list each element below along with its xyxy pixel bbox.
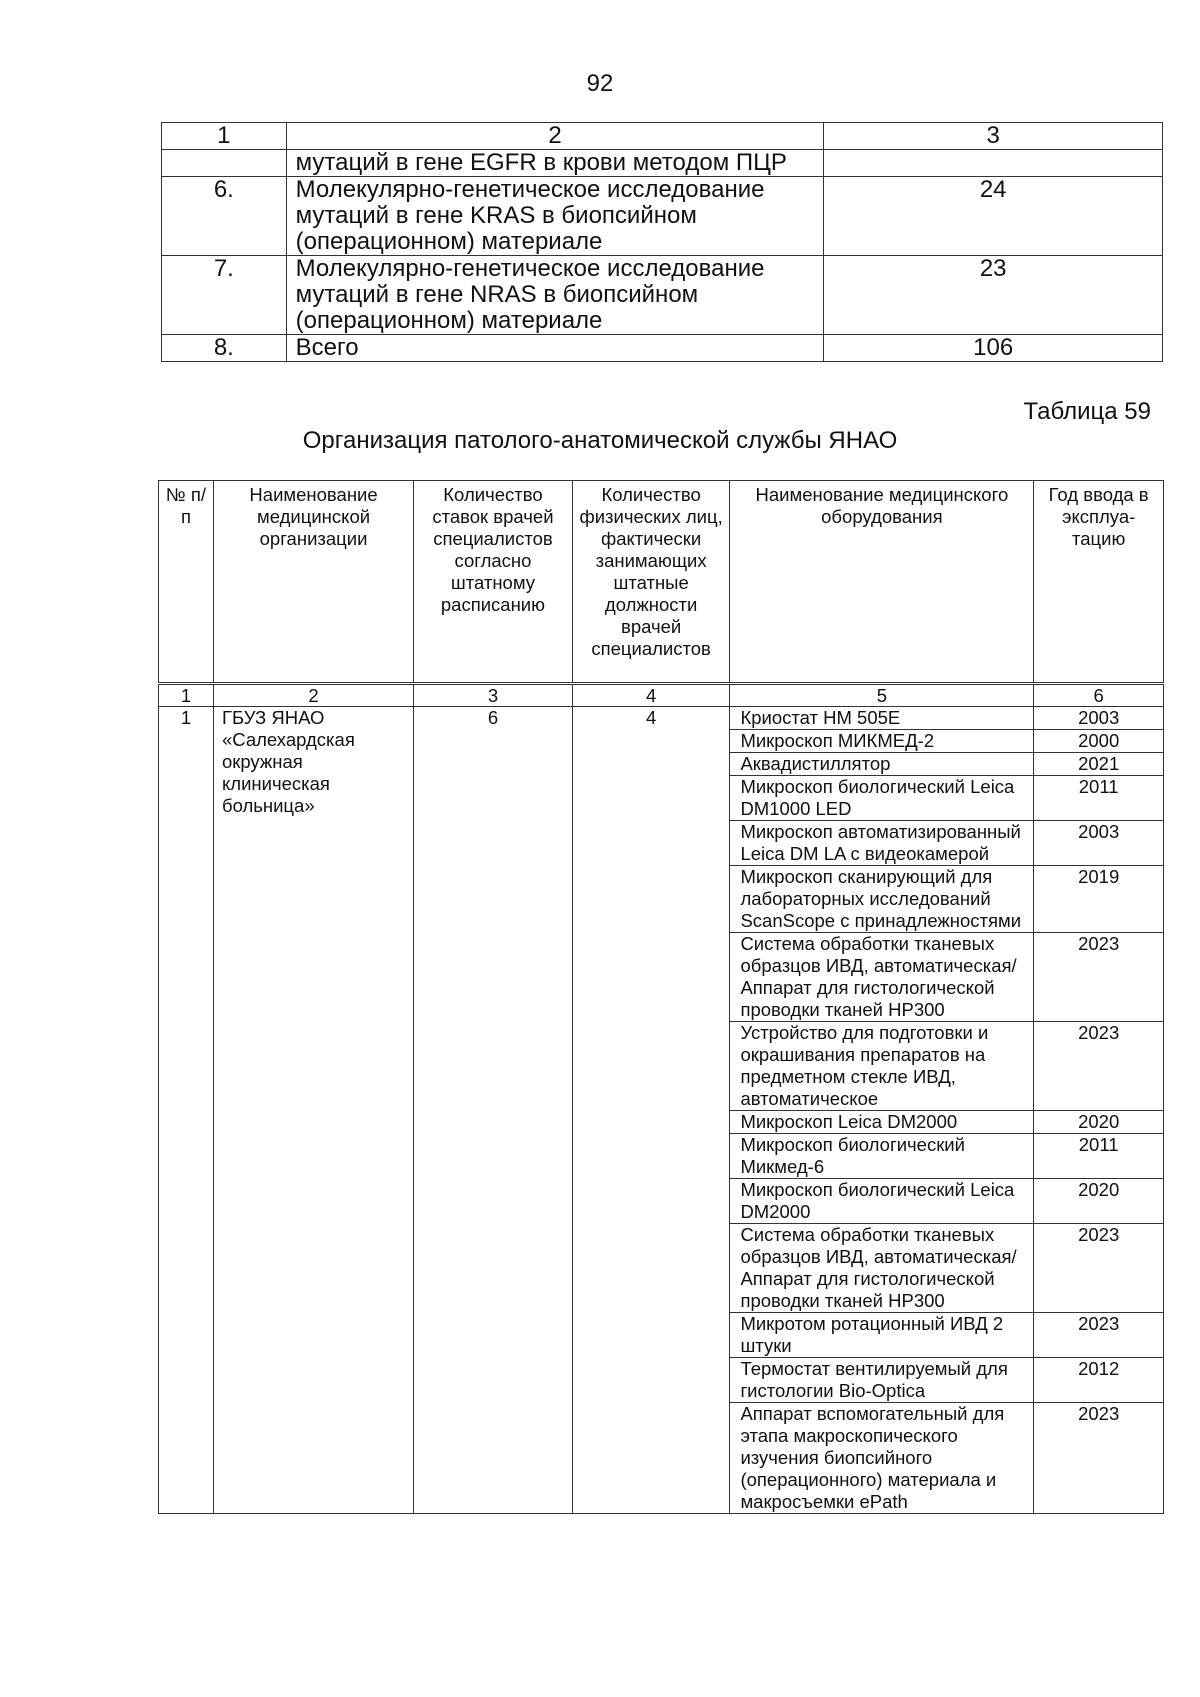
row-value <box>824 150 1163 177</box>
equipment-year: 2023 <box>1034 1022 1164 1111</box>
column-number: 2 <box>213 684 413 707</box>
equipment-year: 2003 <box>1034 821 1164 866</box>
equipment-name: Криостат НМ 505Е <box>730 707 1034 730</box>
equipment-year: 2021 <box>1034 753 1164 776</box>
equipment-year: 2023 <box>1034 1403 1164 1514</box>
equipment-name: Система обработки тканевых образцов ИВД, автоматическая/Аппарат для гистологической проводки тканей HP300 <box>730 933 1034 1022</box>
table-header-row <box>162 123 1163 150</box>
header-cell: 3 <box>824 123 1163 150</box>
row-value: 23 <box>824 256 1163 335</box>
table-label: Таблица 59 <box>1023 398 1151 425</box>
equipment-name: Микроскоп МИКМЕД-2 <box>730 730 1034 753</box>
equipment-year: 2012 <box>1034 1358 1164 1403</box>
table-row <box>162 150 1163 177</box>
equipment-year: 2023 <box>1034 933 1164 1022</box>
row-number: 8. <box>162 335 287 362</box>
table-row <box>159 707 1164 730</box>
equipment-name: Микроскоп Leica DM2000 <box>730 1111 1034 1134</box>
header-cell: 1 <box>162 123 287 150</box>
equipment-name: Аквадистиллятор <box>730 753 1034 776</box>
row-text: Молекулярно-генетическое исследование мутаций в гене NRAS в биопсийном (операционном) материале <box>286 256 824 335</box>
equipment-name: Микроскоп биологический Leica DM1000 LED <box>730 776 1034 821</box>
page-number: 92 <box>586 70 614 97</box>
equipment-name: Аппарат вспомогательный для этапа макроскопического изучения биопсийного (операционного) материала и макросъемки ePath <box>730 1403 1034 1514</box>
table-row-total <box>162 335 1163 362</box>
row-text: Всего <box>286 335 824 362</box>
equipment-year: 2011 <box>1034 776 1164 821</box>
equipment-year: 2020 <box>1034 1179 1164 1224</box>
equipment-name: Микроскоп биологический Leica DM2000 <box>730 1179 1034 1224</box>
equipment-name: Микроскоп биологический Микмед-6 <box>730 1134 1034 1179</box>
continuation-table <box>161 122 1163 362</box>
column-number: 1 <box>159 684 214 707</box>
staff-persons: 4 <box>572 707 730 1514</box>
row-number <box>162 150 287 177</box>
equipment-year: 2023 <box>1034 1313 1164 1358</box>
equipment-name: Устройство для подготовки и окрашивания препаратов на предметном стекле ИВД, автоматическое <box>730 1022 1034 1111</box>
header-cell: 2 <box>286 123 824 150</box>
equipment-name: Микроскоп автоматизированный Leica DM LA с видеокамерой <box>730 821 1034 866</box>
org-number: 1 <box>159 707 214 1514</box>
row-number: 7. <box>162 256 287 335</box>
pathology-service-table <box>158 480 1164 1514</box>
equipment-year: 2000 <box>1034 730 1164 753</box>
header-cell: Наименование медицинской организации <box>213 481 413 684</box>
equipment-year: 2011 <box>1034 1134 1164 1179</box>
column-number: 6 <box>1034 684 1164 707</box>
table-title: Организация патолого-анатомической службы ЯНАО <box>302 427 898 454</box>
table-row <box>162 177 1163 256</box>
column-number-row <box>159 684 1164 707</box>
header-cell: Количество физических лиц, фактически занимающих штатные должности врачей специалистов <box>572 481 730 684</box>
equipment-year: 2023 <box>1034 1224 1164 1313</box>
row-value: 106 <box>824 335 1163 362</box>
table-row <box>162 256 1163 335</box>
row-text: Молекулярно-генетическое исследование мутаций в гене KRAS в биопсийном (операционном) материале <box>286 177 824 256</box>
equipment-year: 2019 <box>1034 866 1164 933</box>
org-name: ГБУЗ ЯНАО «Салехардская окружная клиническая больница» <box>213 707 413 1514</box>
equipment-name: Система обработки тканевых образцов ИВД, автоматическая/Аппарат для гистологической проводки тканей HP300 <box>730 1224 1034 1313</box>
row-number: 6. <box>162 177 287 256</box>
row-text: мутаций в гене EGFR в крови методом ПЦР <box>286 150 824 177</box>
table-header-row <box>159 481 1164 684</box>
column-number: 3 <box>414 684 573 707</box>
header-cell: Количество ставок врачей специалистов согласно штатному расписанию <box>414 481 573 684</box>
header-cell: № п/п <box>159 481 214 684</box>
header-cell: Наименование медицинского оборудования <box>730 481 1034 684</box>
row-value: 24 <box>824 177 1163 256</box>
equipment-name: Микротом ротационный ИВД 2 штуки <box>730 1313 1034 1358</box>
equipment-year: 2020 <box>1034 1111 1164 1134</box>
staff-positions: 6 <box>414 707 573 1514</box>
equipment-name: Термостат вентилируемый для гистологии Bio-Optica <box>730 1358 1034 1403</box>
equipment-name: Микроскоп сканирующий для лабораторных исследований ScanScope с принадлежностями <box>730 866 1034 933</box>
column-number: 4 <box>572 684 730 707</box>
header-cell: Год ввода в эксплуа-тацию <box>1034 481 1164 684</box>
equipment-year: 2003 <box>1034 707 1164 730</box>
column-number: 5 <box>730 684 1034 707</box>
